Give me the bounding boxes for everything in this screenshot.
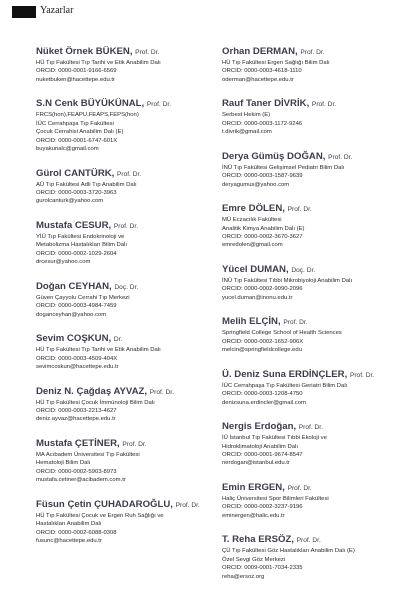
author-entry — [222, 46, 397, 84]
author-entry — [222, 264, 397, 302]
author-email[interactable]: emredolen@gmail.com — [222, 242, 283, 249]
author-affiliation: Hematoloji Bilim Dalı — [36, 460, 91, 467]
author-affiliation: FRCS(hon),FEAPU,FEAPS,FEPS(hon) — [36, 112, 139, 119]
author-orcid: ORCID: 0000-0003-4509-404X — [36, 355, 118, 362]
author-email[interactable]: buyakunalc@gmail.com — [36, 146, 99, 153]
author-name: Ü. Deniz Suna ERDİNÇLER, — [222, 368, 348, 380]
author-entry — [36, 281, 211, 319]
author-email[interactable]: eminergen@halic.edu.tr — [222, 512, 285, 519]
author-affiliation: Güven Çayyolu Cerrahi Tıp Merkezi — [36, 294, 130, 301]
author-orcid: ORCID: 0000-0002-1029-2604 — [36, 250, 117, 257]
author-affiliation: Analitik Kimya Anabilim Dalı (E) — [222, 225, 305, 232]
author-entry — [36, 168, 211, 206]
author-affiliation: MA Acıbadem Üniversitesi Tıp Fakültesi — [36, 452, 140, 459]
right-author-column — [222, 46, 397, 595]
author-heading — [222, 46, 397, 59]
author-email[interactable]: reha@ersoz.org — [222, 573, 265, 580]
author-heading — [222, 421, 397, 434]
author-orcid: ORCID: 0000-0003-2213-4627 — [36, 408, 117, 415]
author-affiliation: MÜ Eczacılık Fakültesi — [222, 217, 282, 224]
author-title: Prof. Dr. — [113, 223, 139, 231]
author-orcid: ORCID: 0000-0002-5903-8973 — [36, 468, 117, 475]
author-affiliation: HÜ Tıp Fakültesi Tıp Tarihi ve Etik Anabilim Dalı — [36, 347, 161, 354]
author-orcid: ORCID: 0000-0002-3237-9196 — [222, 504, 303, 511]
page-title: Yazarlar — [40, 5, 74, 16]
author-email[interactable]: sevimcoskun@hacettepe.edu.tr — [36, 364, 119, 371]
author-title: Prof. Dr. — [122, 441, 147, 449]
author-affiliation: Hidroklimatoloji Anabilim Dalı — [222, 443, 298, 450]
author-heading — [222, 482, 397, 495]
author-title: Prof. Dr. — [311, 101, 337, 109]
author-entry — [222, 421, 397, 468]
author-affiliation: HÜ Tıp Fakültesi Çocuk ve Ergen Ruh Sağlığı ve — [36, 512, 164, 519]
author-entry — [36, 333, 211, 371]
author-entry — [36, 98, 211, 153]
author-heading — [36, 333, 211, 346]
author-name: Derya Gümüş DOĞAN, — [222, 150, 326, 162]
author-affiliation: Hastalıkları Anabilim Dalı — [36, 521, 102, 528]
author-heading — [36, 438, 211, 451]
author-affiliation: İÜC Cerrahpaşa Tıp Fakültesi Geriatri Bilim Dalı — [222, 382, 348, 389]
author-name: Orhan DERMAN, — [222, 46, 298, 57]
author-title: Prof. Dr. — [296, 537, 321, 545]
author-email[interactable]: nerdogan@istanbul.edu.tr — [222, 460, 290, 467]
author-affiliation: Haliç Üniversitesi Spor Bilimleri Fakültesi — [222, 496, 329, 503]
author-title: Prof. Dr. — [300, 49, 325, 56]
author-entry — [36, 499, 211, 546]
author-name: Melih ELÇİN, — [222, 316, 281, 328]
author-name: Doğan CEYHAN, — [36, 280, 112, 292]
author-title: Prof. Dr. — [135, 49, 160, 56]
author-entry — [222, 98, 397, 136]
author-orcid: ORCID: 0000-0002-1652-906X — [222, 338, 304, 345]
author-affiliation: İÜ İstanbul Tıp Fakültesi Tıbbi Ekoloji ve — [222, 435, 327, 442]
author-affiliation: İÜC Cerrahpaşa Tıp Fakültesi — [36, 120, 114, 127]
author-entry — [222, 482, 397, 520]
author-affiliation: HÜ Tıp Fakültesi Çocuk İmmünoloji Bilim Dalı — [36, 399, 155, 406]
author-orcid: ORCID: 0000-0003-3720-3963 — [36, 190, 117, 197]
author-email[interactable]: t.divrik@gmail.com — [222, 129, 272, 136]
author-name: T. Reha ERSÖZ, — [222, 534, 294, 546]
author-title: Prof. Dr. — [298, 424, 323, 432]
author-entry — [222, 534, 397, 581]
author-name: Emre DÖLEN, — [222, 203, 285, 215]
author-affiliation: AÜ Tıp Fakültesi Adli Tıp Anabilim Dalı — [36, 181, 137, 188]
author-email[interactable]: fusunc@hacettepe.edu.tr — [36, 538, 102, 545]
author-orcid: ORCID: 0000-0003-4984-7459 — [36, 303, 117, 310]
author-email[interactable]: drcesur@yahoo.com — [36, 259, 91, 266]
author-title: Doç. Dr. — [291, 267, 316, 275]
author-email[interactable]: nuketbuken@hacettepe.edu.tr — [36, 76, 116, 83]
author-affiliation: İNÜ Tıp Fakültesi Gelişimsel Pediatri Bilim Dalı — [222, 164, 345, 171]
author-heading — [222, 151, 397, 164]
author-orcid: ORCID: 0000-0001-9674-8547 — [222, 452, 303, 459]
author-title: Prof. Dr. — [287, 206, 312, 214]
author-affiliation: YİÜ Tıp Fakültesi Endokrinoloji ve — [36, 234, 125, 241]
author-email[interactable]: deryagumus@yahoo.com — [222, 181, 290, 188]
author-title: Prof. Dr. — [149, 388, 174, 396]
author-name: Nergis Erdoğan, — [222, 421, 297, 433]
author-title: Prof. Dr. — [146, 101, 172, 109]
author-affiliation: ÇÜ Tıp Fakültesi Göz Hastalıkları Anabilim Dalı (E) — [222, 548, 355, 555]
author-orcid: ORCID: 0000-0002-9090-2096 — [222, 286, 303, 293]
author-orcid: ORCID: 0000-0003-4618-1110 — [222, 68, 302, 75]
author-affiliation: Serbest Hekim (E) — [222, 112, 271, 119]
author-affiliation: Çocuk Cerrahisi Anabilim Dalı (E) — [36, 129, 124, 136]
author-title: Prof. Dr. — [328, 153, 353, 161]
author-orcid: ORCID: 0000-0003-1587-9639 — [222, 173, 303, 180]
author-email[interactable]: mustafa.cetiner@acibadem.com.tr — [36, 477, 126, 484]
author-affiliation: Metabolizma Hastalıkları Bilim Dalı — [36, 242, 128, 249]
author-heading — [36, 281, 211, 294]
author-affiliation: Özel Sevgi Göz Merkezi — [222, 556, 286, 563]
author-heading — [36, 98, 211, 111]
author-name: Gürol CANTÜRK, — [36, 167, 115, 179]
author-entry — [222, 369, 397, 407]
author-heading — [222, 534, 397, 547]
author-name: S.N Cenk BÜYÜKÜNAL, — [36, 98, 145, 110]
author-heading — [222, 369, 397, 382]
author-affiliation: HÜ Tıp Fakültesi Ergen Sağlığı Bilim Dalı — [222, 60, 330, 66]
author-title: Doç. Dr. — [114, 283, 139, 291]
author-email[interactable]: doganceyhan@yahoo.com — [36, 311, 107, 318]
author-orcid: ORCID: 0000-0002-6088-0308 — [36, 529, 117, 536]
author-heading — [222, 203, 397, 216]
author-affiliation: İNÜ Tıp Fakültesi Tıbbi Mikrobiyoloji Anabilim Dalı — [222, 278, 353, 285]
author-entry — [36, 46, 211, 84]
author-entry — [222, 151, 397, 189]
author-name: Deniz N. Çağdaş AYVAZ, — [36, 385, 148, 397]
author-title: Prof. Dr. — [175, 501, 200, 509]
author-orcid: ORCID: 0000-0001-6747-601X — [36, 137, 118, 144]
author-affiliation: HÜ Tıp Fakültesi Tıp Tarihi ve Etik Anabilim Dalı — [36, 60, 161, 66]
author-name: Nüket Örnek BÜKEN, — [36, 46, 133, 57]
author-orcid: ORCID: 0000-0003-1208-4750 — [222, 391, 303, 398]
author-name: Füsun Çetin ÇUHADAROĞLU, — [36, 498, 173, 510]
author-title: Prof. Dr. — [283, 319, 308, 327]
author-heading — [36, 499, 211, 512]
author-heading — [222, 316, 397, 329]
author-email[interactable]: oderman@hacettepe.edu.tr — [222, 76, 294, 83]
author-heading — [36, 46, 211, 59]
author-orcid: ORCID: 0000-0003-1172-9246 — [222, 120, 303, 127]
author-name: Mustafa ÇETİNER, — [36, 438, 120, 450]
author-orcid: ORCID: 0000-0002-3670-3627 — [222, 234, 303, 241]
author-heading — [222, 264, 397, 277]
author-email[interactable]: gurolcanturk@yahoo.com — [36, 198, 104, 205]
author-heading — [36, 386, 211, 399]
author-name: Emin ERGEN, — [222, 482, 285, 494]
author-email[interactable]: denizsuna.erdincler@gmail.com — [222, 399, 306, 406]
author-email[interactable]: melcin@springfieldcollege.edu — [222, 347, 302, 354]
author-heading — [36, 168, 211, 181]
author-orcid: ORCID: 0000-0001-9166-6569 — [36, 68, 117, 75]
author-name: Sevim COŞKUN, — [36, 333, 112, 345]
author-email[interactable]: deniz.ayvaz@hacettepe.edu.tr — [36, 416, 116, 423]
left-author-column — [36, 46, 211, 560]
author-entry — [222, 316, 397, 354]
author-title: Prof. Dr. — [287, 485, 312, 493]
author-title: Prof. Dr. — [117, 170, 142, 178]
author-entry — [36, 386, 211, 424]
author-name: Mustafa CESUR, — [36, 220, 112, 232]
author-entry — [36, 220, 211, 267]
author-title: Dr. — [113, 336, 123, 344]
author-entry — [222, 203, 397, 250]
author-entry — [36, 438, 211, 485]
author-name: Yücel DUMAN, — [222, 264, 289, 276]
author-name: Rauf Taner DİVRİK, — [222, 98, 310, 110]
author-email[interactable]: yucel.duman@inonu.edu.tr — [222, 294, 293, 301]
author-title: Prof. Dr. — [349, 371, 375, 379]
author-heading — [222, 98, 397, 111]
page-header — [0, 0, 418, 20]
author-orcid: ORCID: 0009-0001-7034-2335 — [222, 565, 303, 572]
header-accent-bar — [12, 6, 36, 18]
author-affiliation: Springfield College School of Health Sciences — [222, 330, 342, 337]
author-heading — [36, 220, 211, 233]
